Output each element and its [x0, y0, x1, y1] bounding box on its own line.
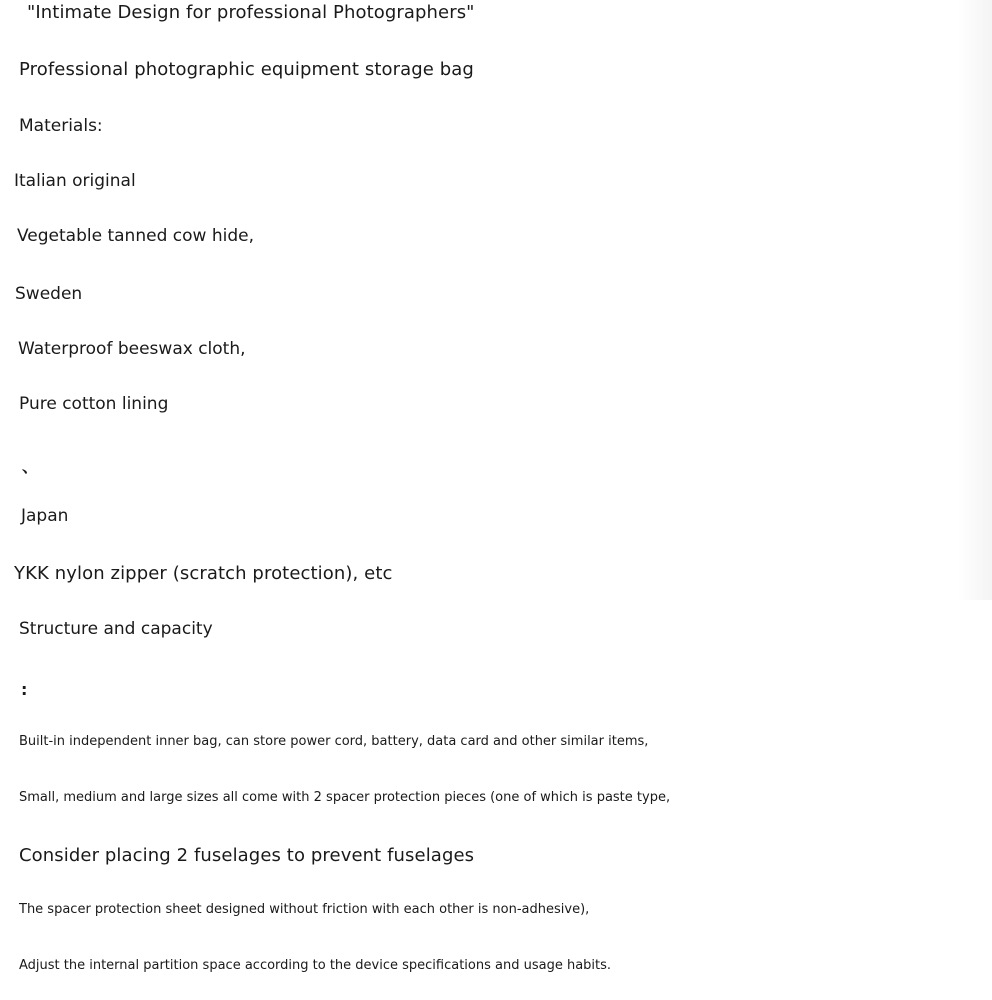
- text-line: Sweden: [15, 284, 83, 304]
- text-line: Waterproof beeswax cloth,: [18, 339, 246, 359]
- separator-mark: 、: [22, 457, 39, 476]
- text-line: Consider placing 2 fuselages to prevent fuselages: [19, 845, 475, 866]
- product-heading: Professional photographic equipment storage bag: [19, 59, 474, 80]
- page-edge-shading: [958, 0, 992, 600]
- text-line: Adjust the internal partition space according to the device specifications and usage habits.: [19, 958, 612, 973]
- text-line: Japan: [21, 506, 69, 526]
- text-line: Vegetable tanned cow hide,: [17, 226, 254, 246]
- colon-mark: :: [21, 680, 28, 699]
- text-line: YKK nylon zipper (scratch protection), etc: [14, 563, 393, 584]
- text-line: Built-in independent inner bag, can store power cord, battery, data card and other similar items,: [19, 734, 649, 749]
- text-line: Italian original: [14, 171, 136, 191]
- materials-heading: Materials:: [19, 116, 103, 136]
- text-line: Small, medium and large sizes all come with 2 spacer protection pieces (one of which is paste type,: [19, 790, 671, 805]
- structure-heading: Structure and capacity: [19, 619, 213, 639]
- text-line: Pure cotton lining: [19, 394, 169, 414]
- text-line: The spacer protection sheet designed without friction with each other is non-adhesive),: [19, 902, 590, 917]
- document-title: "Intimate Design for professional Photographers": [27, 2, 475, 23]
